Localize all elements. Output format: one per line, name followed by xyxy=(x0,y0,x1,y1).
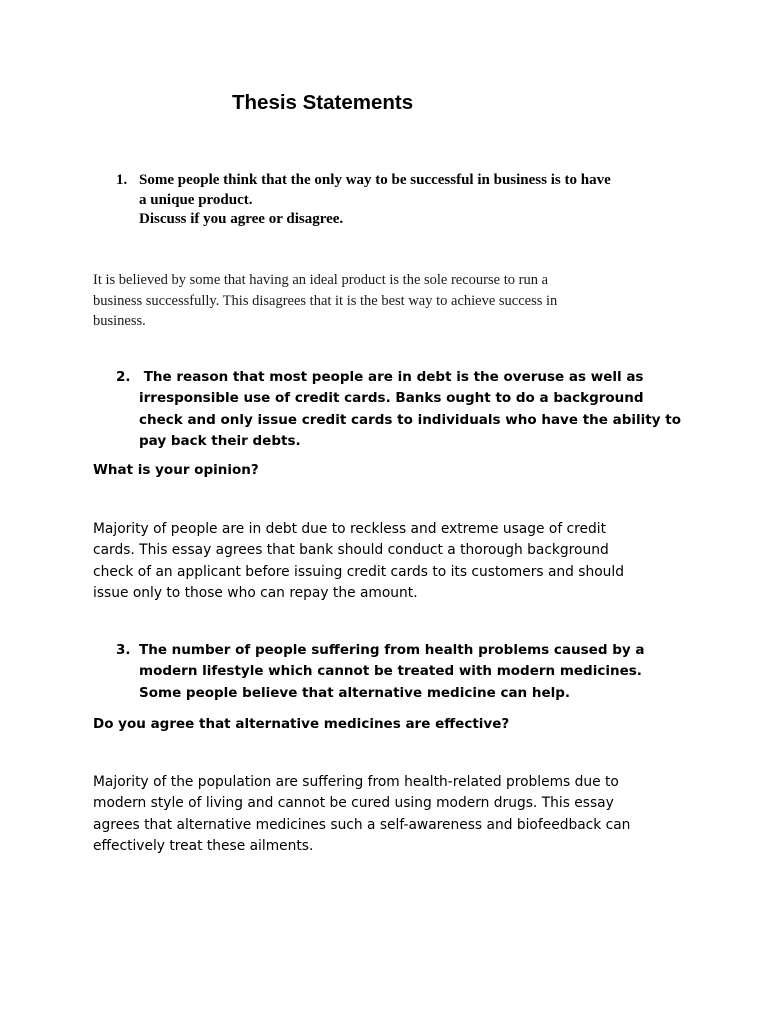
answer-1-line: It is believed by some that having an ideal product is the sole recourse to run a xyxy=(93,272,549,288)
answer-3-line: effectively treat these ailments. xyxy=(93,837,314,854)
answer-2-line: cards. This essay agrees that bank should conduct a thorough background xyxy=(93,542,609,559)
question-3-line: The number of people suffering from health problems caused by a xyxy=(139,642,645,658)
answer-2-line: Majority of people are in debt due to reckless and extreme usage of credit xyxy=(93,521,607,537)
document-title: Thesis Statements xyxy=(232,91,414,114)
question-1-line: a unique product. xyxy=(139,191,253,208)
question-2 xyxy=(116,367,716,452)
answer-2-line: issue only to those who can repay the amount. xyxy=(93,584,418,601)
answer-3 xyxy=(93,772,713,857)
question-3-line: Some people believe that alternative medicine can help. xyxy=(139,684,571,701)
question-2-number: 2. xyxy=(116,369,131,385)
answer-1-line: business. xyxy=(93,313,146,329)
question-2-line: pay back their debts. xyxy=(139,432,301,449)
answer-1 xyxy=(93,270,693,332)
question-1-line: Some people think that the only way to be successful in business is to have xyxy=(139,172,611,188)
question-1-line: Discuss if you agree or disagree. xyxy=(139,211,344,227)
question-3 xyxy=(116,640,716,704)
question-3-number: 3. xyxy=(116,642,131,658)
question-2-line: irresponsible use of credit cards. Banks ought to do a background xyxy=(139,390,644,407)
question-3-line: modern lifestyle which cannot be treated with modern medicines. xyxy=(139,663,642,680)
question-2-line: The reason that most people are in debt is the overuse as well as xyxy=(139,369,644,385)
answer-3-line: agrees that alternative medicines such a self-awareness and biofeedback can xyxy=(93,816,631,833)
answer-1-line: business successfully. This disagrees that it is the best way to achieve success in xyxy=(93,292,558,309)
question-1-number: 1. xyxy=(116,172,128,188)
answer-2-line: check of an applicant before issuing credit cards to its customers and should xyxy=(93,563,625,580)
answer-2 xyxy=(93,519,713,604)
answer-3-line: modern style of living and cannot be cured using modern drugs. This essay xyxy=(93,795,614,812)
question-2-line: check and only issue credit cards to individuals who have the ability to xyxy=(139,411,681,428)
answer-3-line: Majority of the population are suffering from health-related problems due to xyxy=(93,774,619,790)
prompt-3: Do you agree that alternative medicines are effective? xyxy=(93,716,510,732)
prompt-2: What is your opinion? xyxy=(93,462,259,478)
question-1 xyxy=(116,171,706,230)
